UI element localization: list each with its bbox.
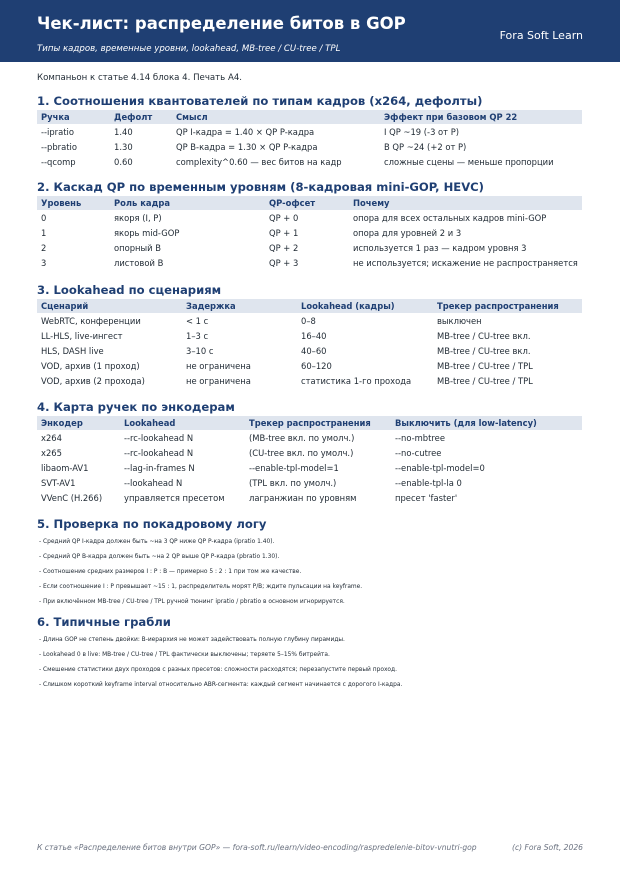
column-header: Роль кадра	[114, 198, 170, 208]
table-cell: --ipratio	[41, 127, 74, 137]
table-cell: опора для уровней 2 и 3	[353, 228, 462, 238]
table-header	[37, 110, 582, 124]
table-row	[37, 210, 620, 225]
brand-label: Fora Soft Learn	[499, 29, 583, 42]
table-cell: 0–8	[301, 316, 316, 326]
encoder-table	[37, 416, 620, 505]
table-cell: 1	[41, 228, 47, 238]
column-header: Выключить (для low-latency)	[395, 418, 537, 428]
table-cell: --qcomp	[41, 157, 76, 167]
table-cell: --no-mbtree	[395, 433, 445, 443]
table-cell: якоря (I, P)	[114, 213, 162, 223]
companion-note: Компаньон к статье 4.14 блока 4. Печать A4.	[37, 73, 243, 83]
table-cell: опора для всех остальных кадров mini-GOP	[353, 213, 547, 223]
table-cell: не ограничена	[186, 376, 251, 386]
table-cell: MB-tree / CU-tree / TPL	[437, 361, 533, 371]
list-item: - Соотношение средних размеров I : P : B — примерно 5 : 2 : 1 при том же качестве.	[39, 569, 302, 575]
table-cell: WebRTC, конференции	[41, 316, 141, 326]
table-cell: QP + 2	[269, 243, 299, 253]
table-cell: --rc-lookahead N	[124, 433, 194, 443]
list-item: - Средний QP B-кадра должен быть ~на 2 QP выше QP P-кадра (pbratio 1.30).	[39, 554, 280, 560]
table-cell: 0	[41, 213, 47, 223]
table-cell: MB-tree / CU-tree / TPL	[437, 376, 533, 386]
table-header	[37, 299, 582, 313]
section-title: 4. Карта ручек по энкодерам	[37, 400, 235, 414]
table-cell: 16–40	[301, 331, 327, 341]
checklist	[37, 535, 620, 610]
column-header: QP-офсет	[269, 198, 316, 208]
table-row	[37, 460, 620, 475]
table-cell: управляется пресетом	[124, 493, 225, 503]
table-cell: I QP ~19 (-3 от P)	[384, 127, 460, 137]
table-cell: QP I-кадра = 1.40 × QP P-кадра	[176, 127, 315, 137]
table-row	[37, 124, 620, 139]
list-item: - При включённом MB-tree / CU-tree / TPL ручной тюнинг ipratio / pbratio в основном игнорируется.	[39, 599, 345, 605]
table-cell: complexity^0.60 — вес битов на кадр	[176, 157, 342, 167]
table-cell: QP + 3	[269, 258, 299, 268]
table-cell: статистика 1-го прохода	[301, 376, 412, 386]
table-header	[37, 196, 582, 210]
table-cell: VVenC (H.266)	[41, 493, 103, 503]
section-pitfalls	[37, 615, 620, 693]
section-title: 5. Проверка по покадровому логу	[37, 517, 267, 531]
list-item: - Слишком короткий keyframe interval относительно ABR-сегмента: каждый сегмент начинается с дорогого I-кадра.	[39, 682, 403, 688]
section-encoder-map	[37, 400, 620, 505]
table-cell: --enable-tpl-model=0	[395, 463, 485, 473]
table-cell: QP + 1	[269, 228, 299, 238]
pitfalls-list	[37, 633, 620, 693]
table-cell: 40–60	[301, 346, 327, 356]
section-title: 3. Lookahead по сценариям	[37, 283, 222, 297]
table-cell: --enable-tpl-la 0	[395, 478, 462, 488]
column-header: Задержка	[186, 301, 236, 311]
table-cell: QP + 0	[269, 213, 299, 223]
table-cell: сложные сцены — меньше пропорции	[384, 157, 554, 167]
table-header	[37, 416, 582, 430]
table-cell: x264	[41, 433, 62, 443]
table-row	[37, 343, 620, 358]
list-item: - Средний QP I-кадра должен быть ~на 3 QP ниже QP P-кадра (ipratio 1.40).	[39, 539, 275, 545]
table-cell: --pbratio	[41, 142, 77, 152]
table-row	[37, 225, 620, 240]
section-log-check	[37, 517, 620, 610]
table-cell: LL-HLS, live-ингест	[41, 331, 123, 341]
table-cell: SVT-AV1	[41, 478, 76, 488]
table-row	[37, 154, 620, 169]
table-cell: не используется; искажение не распространяется	[353, 258, 578, 268]
section-quantizer-ratios	[37, 94, 620, 169]
column-header: Эффект при базовом QP 22	[384, 112, 518, 122]
section-title: 1. Соотношения квантователей по типам кадров (x264, дефолты)	[37, 94, 483, 108]
table-cell: x265	[41, 448, 62, 458]
table-cell: не ограничена	[186, 361, 251, 371]
column-header: Смысл	[176, 112, 208, 122]
column-header: Lookahead (кадры)	[301, 301, 395, 311]
column-header: Сценарий	[41, 301, 89, 311]
section-temporal-cascade	[37, 180, 620, 270]
table-row	[37, 445, 620, 460]
table-cell: якорь mid-GOP	[114, 228, 180, 238]
table-cell: MB-tree / CU-tree вкл.	[437, 331, 531, 341]
cascade-table	[37, 196, 620, 270]
table-cell: --lag-in-frames N	[124, 463, 195, 473]
table-row	[37, 328, 620, 343]
table-cell: B QP ~24 (+2 от P)	[384, 142, 467, 152]
table-row	[37, 255, 620, 270]
table-row	[37, 139, 620, 154]
table-row	[37, 373, 620, 388]
column-header: Трекер распространения	[249, 418, 371, 428]
table-cell: опорный B	[114, 243, 161, 253]
table-cell: MB-tree / CU-tree вкл.	[437, 346, 531, 356]
table-row	[37, 475, 620, 490]
page-subtitle: Типы кадров, временные уровни, lookahead, MB-tree / CU-tree / TPL	[37, 44, 341, 54]
table-cell: пресет 'faster'	[395, 493, 458, 503]
table-cell: 0.60	[114, 157, 133, 167]
table-cell: libaom-AV1	[41, 463, 89, 473]
section-title: 6. Типичные грабли	[37, 615, 171, 629]
table-cell: листовой B	[114, 258, 164, 268]
quantizer-table	[37, 110, 620, 169]
lookahead-table	[37, 299, 620, 388]
table-cell: QP B-кадра = 1.30 × QP P-кадра	[176, 142, 318, 152]
table-cell: --rc-lookahead N	[124, 448, 194, 458]
table-cell: (MB-tree вкл. по умолч.)	[249, 433, 355, 443]
table-cell: лагранжиан по уровням	[249, 493, 357, 503]
column-header: Почему	[353, 198, 390, 208]
table-cell: (CU-tree вкл. по умолч.)	[249, 448, 354, 458]
page-title: Чек-лист: распределение битов в GOP	[37, 14, 406, 33]
table-row	[37, 430, 620, 445]
table-cell: 3	[41, 258, 47, 268]
table-cell: --no-cutree	[395, 448, 442, 458]
list-item: - Если соотношение I : P превышает ~15 : 1, распределитель морят P/B; ждите пульсации на keyframe.	[39, 584, 363, 590]
table-row	[37, 313, 620, 328]
table-cell: VOD, архив (2 прохода)	[41, 376, 145, 386]
table-cell: 3–10 с	[186, 346, 214, 356]
column-header: Трекер распространения	[437, 301, 559, 311]
table-cell: выключен	[437, 316, 482, 326]
table-cell: 1.30	[114, 142, 133, 152]
header-bar	[0, 0, 620, 62]
footer-source: К статье «Распределение битов внутри GOP» — fora-soft.ru/learn/video-encoding/raspredelenie-bitov-vnutri-gop	[37, 843, 477, 852]
table-cell: 2	[41, 243, 47, 253]
column-header: Дефолт	[114, 112, 153, 122]
table-row	[37, 358, 620, 373]
table-cell: VOD, архив (1 проход)	[41, 361, 140, 371]
table-cell: --enable-tpl-model=1	[249, 463, 339, 473]
list-item: - Lookahead 0 в live: MB-tree / CU-tree / TPL фактически выключены; теряете 5–15% битрейта.	[39, 652, 330, 658]
column-header: Lookahead	[124, 418, 176, 428]
column-header: Ручка	[41, 112, 70, 122]
column-header: Уровень	[41, 198, 82, 208]
table-row	[37, 240, 620, 255]
list-item: - Длина GOP не степень двойки: B-иерархия не может задействовать полную глубину пирамиды.	[39, 637, 345, 643]
list-item: - Смешение статистики двух проходов с разных пресетов: сложности расходятся; перезапустите первый проход.	[39, 667, 397, 673]
section-title: 2. Каскад QP по временным уровням (8-кадровая mini-GOP, HEVC)	[37, 180, 484, 194]
footer-copyright: (c) Fora Soft, 2026	[512, 843, 583, 852]
table-cell: HLS, DASH live	[41, 346, 104, 356]
table-row	[37, 490, 620, 505]
table-cell: 60–120	[301, 361, 332, 371]
table-cell: 1–3 с	[186, 331, 209, 341]
column-header: Энкодер	[41, 418, 83, 428]
section-lookahead	[37, 283, 620, 388]
table-cell: --lookahead N	[124, 478, 183, 488]
table-cell: 1.40	[114, 127, 133, 137]
table-cell: < 1 с	[186, 316, 209, 326]
table-cell: используется 1 раз — кадром уровня 3	[353, 243, 527, 253]
table-cell: (TPL вкл. по умолч.)	[249, 478, 337, 488]
